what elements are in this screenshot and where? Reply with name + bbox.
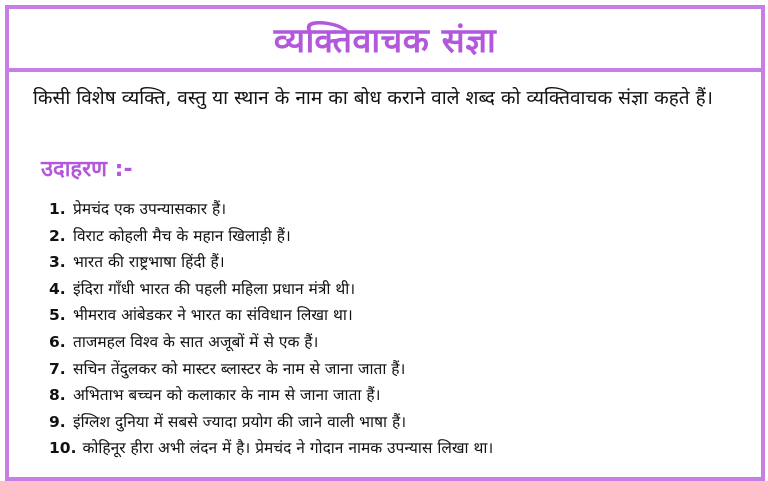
item-text: इंदिरा गाँधी भारत की पहली महिला प्रधान मंत्री थी।	[73, 279, 356, 298]
item-number: 3.	[49, 253, 66, 272]
list-item	[49, 277, 749, 304]
item-text: इंग्लिश दुनिया में सबसे ज्यादा प्रयोग की जाने वाली भाषा हैं।	[73, 412, 407, 431]
list-item	[49, 303, 749, 330]
item-number: 8.	[49, 386, 66, 405]
item-text: सचिन तेंदुलकर को मास्टर ब्लास्टर के नाम से जाना जाता हैं।	[73, 359, 406, 378]
list-item	[49, 410, 749, 437]
item-number: 7.	[49, 359, 66, 378]
page-title: व्यक्तिवाचक संज्ञा	[273, 20, 497, 61]
item-text: विराट कोहली मैच के महान खिलाड़ी हैं।	[73, 226, 291, 245]
example-heading: उदाहरण :-	[41, 157, 133, 182]
content-card	[5, 5, 765, 481]
list-item	[49, 330, 749, 357]
list-item	[49, 250, 749, 277]
list-item	[49, 357, 749, 384]
item-number: 1.	[49, 200, 66, 218]
example-list	[49, 197, 749, 463]
item-text: भारत की राष्ट्रभाषा हिंदी हैं।	[73, 253, 225, 272]
definition-text: किसी विशेष व्यक्ति, वस्तु या स्थान के नाम का बोध कराने वाले शब्द को व्यक्तिवाचक संज्ञा कहते हैं।	[33, 87, 713, 109]
item-number: 4.	[49, 279, 66, 298]
list-item	[49, 383, 749, 410]
item-number: 6.	[49, 332, 66, 351]
item-text: भीमराव आंबेडकर ने भारत का संविधान लिखा था।	[73, 306, 353, 325]
item-text: कोहिनूर हीरा अभी लंदन में है। प्रेमचंद ने गोदान नामक उपन्यास लिखा था।	[82, 439, 494, 458]
item-text: प्रेमचंद एक उपन्यासकार हैं।	[73, 200, 227, 218]
item-text: ताजमहल विश्व के सात अजूबों में से एक हैं।	[73, 332, 319, 351]
item-number: 10.	[49, 439, 77, 458]
item-number: 5.	[49, 306, 66, 325]
list-item	[49, 197, 749, 224]
title-bar	[9, 9, 761, 72]
item-number: 2.	[49, 226, 66, 245]
list-item	[49, 436, 749, 463]
item-number: 9.	[49, 412, 66, 431]
list-item	[49, 224, 749, 251]
item-text: अभिताभ बच्चन को कलाकार के नाम से जाना जाता हैं।	[73, 386, 381, 405]
